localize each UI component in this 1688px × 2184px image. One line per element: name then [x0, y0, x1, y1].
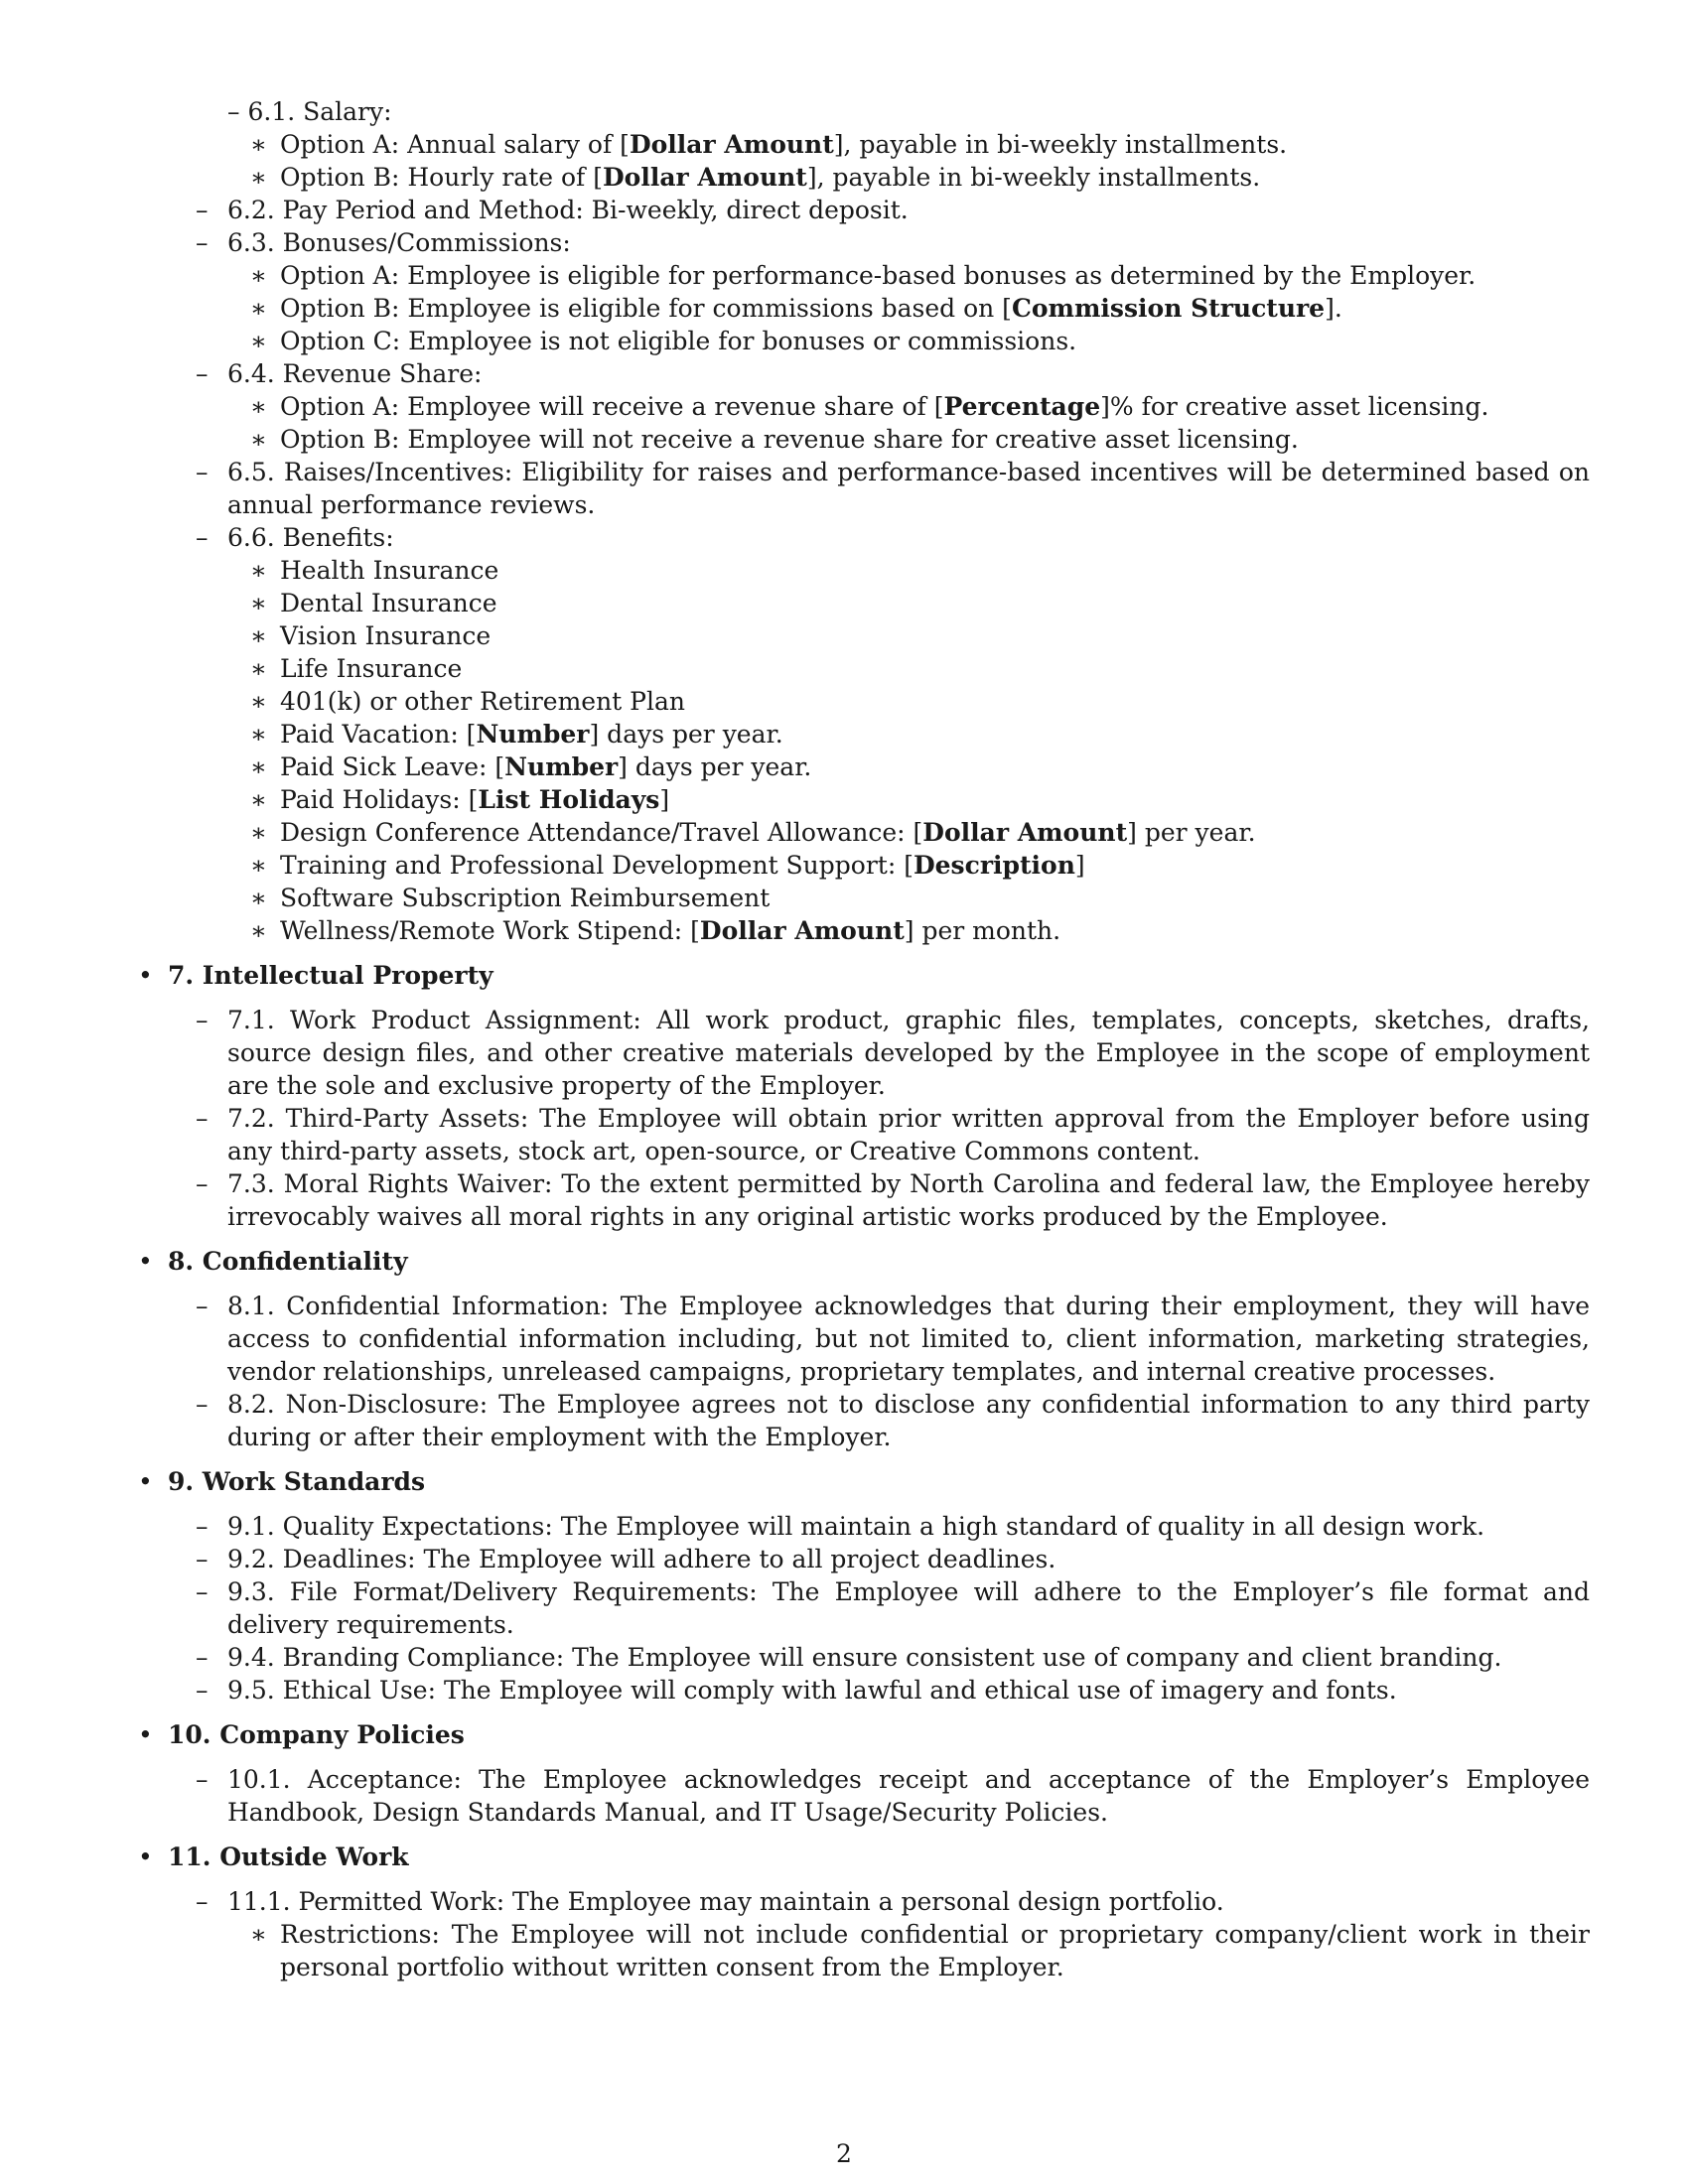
text: ], payable in bi-weekly installments. — [806, 163, 1261, 192]
text: 9.3. File Format/Delivery Requirements: The Employee will adhere to the Employer’s file format and delivery requirements. — [227, 1577, 1590, 1639]
clause-8-2: – 8.2. Non-Disclosure: The Employee agrees not to disclose any confidential information to any third party during or after their employment with the Employer. — [196, 1390, 1590, 1451]
section-heading-8: • 8. Confidentiality — [138, 1247, 408, 1276]
text: Paid Vacation: [ — [280, 720, 477, 749]
clause-6-5: – 6.5. Raises/Incentives: Eligibility for raises and performance-based incentives will be determined based on annual performance reviews. — [196, 458, 1590, 519]
benefit-vacation: ∗ Paid Vacation: [Number] days per year. — [250, 720, 783, 749]
text: 10.1. Acceptance: The Employee acknowledges receipt and acceptance of the Employer’s Employee Handbook, Design Standards Manual, and IT Usage/Security Policies. — [227, 1765, 1590, 1827]
placeholder-field: Dollar Amount — [922, 818, 1128, 847]
text: 9. Work Standards — [168, 1467, 426, 1496]
text: Paid Sick Leave: [ — [280, 752, 505, 781]
text: Health Insurance — [280, 556, 499, 585]
section-heading-7: • 7. Intellectual Property — [138, 961, 493, 990]
placeholder-field: Description — [913, 851, 1075, 880]
text: 7. Intellectual Property — [168, 961, 493, 990]
text: 9.5. Ethical Use: The Employee will comply with lawful and ethical use of imagery and fonts. — [227, 1676, 1397, 1705]
clause-6-3-option-c: ∗ Option C: Employee is not eligible for bonuses or commissions. — [250, 327, 1077, 355]
clause-8-1: – 8.1. Confidential Information: The Employee acknowledges that during their employment, they will have access to confidential information including, but not limited to, client information, marketing strategies, vendor relationships, unreleased campaigns, proprietary templates, and internal creative processes. — [196, 1292, 1590, 1386]
text: Option B: Employee is eligible for commissions based on [ — [280, 294, 1012, 323]
clause-7-1: – 7.1. Work Product Assignment: All work product, graphic files, templates, concepts, sketches, drafts, source design files, and other creative materials developed by the Employee in the scope of employment are the sole and exclusive property of the Employer. — [196, 1006, 1590, 1100]
clause-6-3: – 6.3. Bonuses/Commissions: — [196, 228, 571, 257]
section-heading-10: • 10. Company Policies — [138, 1720, 465, 1749]
clause-11-1: – 11.1. Permitted Work: The Employee may maintain a personal design portfolio. — [196, 1887, 1224, 1916]
text: 6.4. Revenue Share: — [227, 359, 483, 388]
text: 10. Company Policies — [168, 1720, 465, 1749]
text: 401(k) or other Retirement Plan — [280, 687, 685, 716]
clause-9-2: – 9.2. Deadlines: The Employee will adhere to all project deadlines. — [196, 1545, 1056, 1573]
placeholder-field: Number — [504, 752, 619, 781]
benefit-sick-leave: ∗ Paid Sick Leave: [Number] days per year. — [250, 752, 812, 781]
text: ]. — [1325, 294, 1342, 323]
text: Option C: Employee is not eligible for bonuses or commissions. — [280, 327, 1077, 355]
text: 7.1. Work Product Assignment: All work product, graphic files, templates, concepts, sketches, drafts, source design files, and other creative materials developed by the Employee in the scope of employment are the sole and exclusive property of the Employer. — [227, 1006, 1590, 1100]
clause-6-3-option-b: ∗ Option B: Employee is eligible for commissions based on [Commission Structure]. — [250, 294, 1342, 323]
placeholder-field: Dollar Amount — [629, 130, 834, 159]
section-heading-9: • 9. Work Standards — [138, 1467, 426, 1496]
text: 8.1. Confidential Information: The Employee acknowledges that during their employment, they will have access to confidential information including, but not limited to, client information, marketing strategies, vendor relationships, unreleased campaigns, proprietary templates, and internal creative processes. — [227, 1292, 1590, 1386]
placeholder-field: Dollar Amount — [603, 163, 807, 192]
benefit-dental: ∗ Dental Insurance — [250, 589, 497, 617]
clause-6-4: – 6.4. Revenue Share: — [196, 359, 483, 388]
text: Option A: Employee will receive a revenue share of [ — [280, 392, 944, 421]
text: ] — [1074, 851, 1085, 880]
text: 11.1. Permitted Work: The Employee may maintain a personal design portfolio. — [227, 1887, 1224, 1916]
text: Option B: Employee will not receive a revenue share for creative asset licensing. — [280, 425, 1299, 454]
text: 6.2. Pay Period and Method: Bi-weekly, direct deposit. — [227, 196, 909, 224]
placeholder-field: Commission Structure — [1011, 294, 1326, 323]
text: 9.1. Quality Expectations: The Employee will maintain a high standard of quality in all design work. — [227, 1512, 1485, 1541]
text: Dental Insurance — [280, 589, 497, 617]
benefit-vision: ∗ Vision Insurance — [250, 621, 492, 650]
placeholder-field: Dollar Amount — [699, 916, 905, 945]
clause-7-2: – 7.2. Third-Party Assets: The Employee will obtain prior written approval from the Employer before using any third-party assets, stock art, open-source, or Creative Commons content. — [196, 1104, 1590, 1165]
section-heading-11: • 11. Outside Work — [138, 1843, 409, 1871]
text: Restrictions: The Employee will not include confidential or proprietary company/client work in their personal portfolio without written consent from the Employer. — [280, 1920, 1590, 1981]
clause-9-1: – 9.1. Quality Expectations: The Employee will maintain a high standard of quality in all design work. — [196, 1512, 1485, 1541]
text: Paid Holidays: [ — [280, 785, 479, 814]
text: 7.3. Moral Rights Waiver: To the extent permitted by North Carolina and federal law, the Employee hereby irrevocably waives all moral rights in any original artistic works produced by the Employee. — [227, 1169, 1590, 1231]
clause-9-4: – 9.4. Branding Compliance: The Employee will ensure consistent use of company and client branding. — [196, 1643, 1502, 1672]
clause-10-1: – 10.1. Acceptance: The Employee acknowledges receipt and acceptance of the Employer’s Employee Handbook, Design Standards Manual, and IT Usage/Security Policies. — [196, 1765, 1590, 1827]
benefit-training: ∗ Training and Professional Development Support: [Description] — [250, 851, 1085, 880]
text: 8. Confidentiality — [168, 1247, 408, 1276]
text: ], payable in bi-weekly installments. — [833, 130, 1288, 159]
clause-6-1-option-a: ∗ Option A: Annual salary of [Dollar Amount], payable in bi-weekly installments. — [250, 130, 1288, 159]
clause-6-1 — [227, 95, 1590, 128]
text: Training and Professional Development Support: [ — [280, 851, 914, 880]
text: 9.4. Branding Compliance: The Employee will ensure consistent use of company and client branding. — [227, 1643, 1502, 1672]
clause-6-6: – 6.6. Benefits: — [196, 523, 394, 552]
text: Design Conference Attendance/Travel Allowance: [ — [280, 818, 923, 847]
clause-6-4-option-b: ∗ Option B: Employee will not receive a revenue share for creative asset licensing. — [250, 425, 1299, 454]
text: ] — [659, 785, 670, 814]
placeholder-field: List Holidays — [478, 785, 660, 814]
text: 9.2. Deadlines: The Employee will adhere to all project deadlines. — [227, 1545, 1056, 1573]
benefit-holidays: ∗ Paid Holidays: [List Holidays] — [250, 785, 670, 814]
clause-6-2: – 6.2. Pay Period and Method: Bi-weekly, direct deposit. — [196, 196, 909, 224]
text: ] per month. — [904, 916, 1061, 945]
text: Vision Insurance — [280, 621, 492, 650]
benefit-health: ∗ Health Insurance — [250, 556, 499, 585]
text: ] days per year. — [618, 752, 812, 781]
benefit-conference: ∗ Design Conference Attendance/Travel Allowance: [Dollar Amount] per year. — [250, 818, 1256, 847]
clause-9-3: – 9.3. File Format/Delivery Requirements: The Employee will adhere to the Employer’s file format and delivery requirements. — [196, 1577, 1590, 1639]
text: Option A: Annual salary of [ — [280, 130, 630, 159]
clause-7-3: – 7.3. Moral Rights Waiver: To the extent permitted by North Carolina and federal law, the Employee hereby irrevocably waives all moral rights in any original artistic works produced by the Employee. — [196, 1169, 1590, 1231]
text: ] per year. — [1127, 818, 1256, 847]
clause-6-4-option-a: ∗ Option A: Employee will receive a revenue share of [Percentage]% for creative asset licensing. — [250, 392, 1489, 421]
text: 6.6. Benefits: — [227, 523, 394, 552]
placeholder-field: Percentage — [943, 392, 1101, 421]
benefit-software: ∗ Software Subscription Reimbursement — [250, 884, 771, 912]
document-page — [0, 95, 1688, 1983]
clause-9-5: – 9.5. Ethical Use: The Employee will comply with lawful and ethical use of imagery and fonts. — [196, 1676, 1397, 1705]
text: 8.2. Non-Disclosure: The Employee agrees not to disclose any confidential information to any third party during or after their employment with the Employer. — [227, 1390, 1590, 1451]
benefit-retirement: ∗ 401(k) or other Retirement Plan — [250, 687, 685, 716]
clause-6-3-option-a: ∗ Option A: Employee is eligible for performance-based bonuses as determined by the Employer. — [250, 261, 1477, 290]
page-number: 2 — [836, 2139, 852, 2168]
text: Option A: Employee is eligible for performance-based bonuses as determined by the Employer. — [280, 261, 1477, 290]
text: Wellness/Remote Work Stipend: [ — [280, 916, 700, 945]
text: 6.3. Bonuses/Commissions: — [227, 228, 571, 257]
benefit-wellness: ∗ Wellness/Remote Work Stipend: [Dollar Amount] per month. — [250, 916, 1061, 945]
clause-label: – 6.1. Salary: — [227, 97, 392, 126]
text: Life Insurance — [280, 654, 463, 683]
text: 7.2. Third-Party Assets: The Employee will obtain prior written approval from the Employer before using any third-party assets, stock art, open-source, or Creative Commons content. — [227, 1104, 1590, 1165]
text: Option B: Hourly rate of [ — [280, 163, 603, 192]
placeholder-field: Number — [476, 720, 590, 749]
text: ]% for creative asset licensing. — [1100, 392, 1489, 421]
clause-11-1-restrictions: ∗ Restrictions: The Employee will not include confidential or proprietary company/client work in their personal portfolio without written consent from the Employer. — [250, 1920, 1590, 1981]
clause-6-1-option-b: ∗ Option B: Hourly rate of [Dollar Amount], payable in bi-weekly installments. — [250, 163, 1261, 192]
text: 11. Outside Work — [168, 1843, 409, 1871]
text: Software Subscription Reimbursement — [280, 884, 771, 912]
benefit-life: ∗ Life Insurance — [250, 654, 463, 683]
text: ] days per year. — [589, 720, 783, 749]
text: 6.5. Raises/Incentives: Eligibility for raises and performance-based incentives will be determined based on annual performance reviews. — [227, 458, 1590, 519]
